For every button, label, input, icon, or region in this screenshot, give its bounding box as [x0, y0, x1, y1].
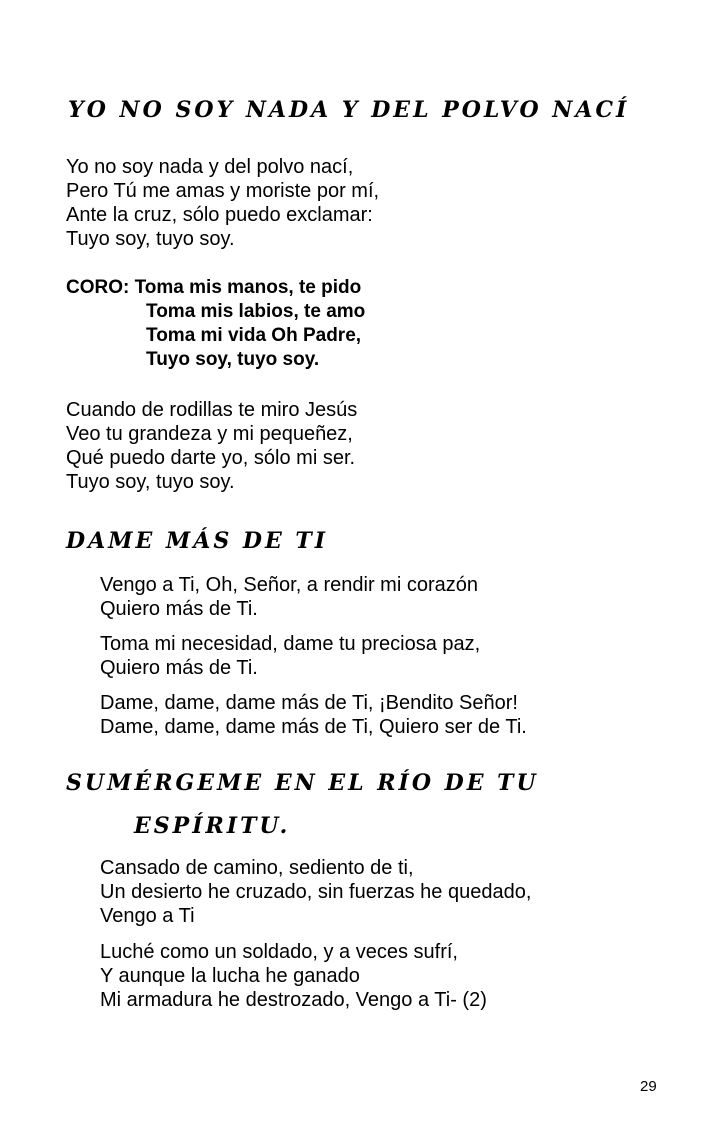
- lyric-line: Tuyo soy, tuyo soy.: [66, 228, 235, 250]
- page-number: 29: [640, 1078, 657, 1095]
- lyric-line: Ante la cruz, sólo puedo exclamar:: [66, 204, 373, 226]
- verse: [66, 398, 357, 494]
- stanza: [100, 632, 480, 680]
- stanza: [100, 940, 487, 1012]
- lyric-line: Quiero más de Ti.: [100, 657, 258, 679]
- song-title: SUMÉRGEME EN EL RÍO DE TU: [66, 770, 539, 796]
- song-title: DAME MÁS DE TI: [66, 528, 329, 554]
- lyric-line: Toma mi necesidad, dame tu preciosa paz,: [100, 633, 481, 655]
- lyric-line: Cansado de camino, sediento de ti,: [100, 857, 414, 879]
- lyric-line: Pero Tú me amas y moriste por mí,: [66, 180, 380, 202]
- lyric-line: Luché como un soldado, y a veces sufrí,: [100, 941, 458, 963]
- lyric-line: Vengo a Ti: [100, 905, 195, 927]
- stanza: [100, 573, 478, 621]
- lyric-line: Yo no soy nada y del polvo nací,: [66, 156, 354, 178]
- chorus-line: Toma mis labios, te amo: [146, 301, 366, 322]
- song-title: YO NO SOY NADA Y DEL POLVO NACÍ: [68, 97, 630, 123]
- lyric-line: Tuyo soy, tuyo soy.: [66, 471, 235, 493]
- lyric-line: Veo tu grandeza y mi pequeñez,: [66, 423, 353, 445]
- stanza: [100, 691, 527, 739]
- lyric-line: Dame, dame, dame más de Ti, ¡Bendito Señor!: [100, 692, 518, 714]
- lyric-line: Dame, dame, dame más de Ti, Quiero ser de Ti.: [100, 716, 527, 738]
- lyric-line: Un desierto he cruzado, sin fuerzas he quedado,: [100, 881, 532, 903]
- lyric-line: Y aunque la lucha he ganado: [100, 965, 360, 987]
- lyric-line: Mi armadura he destrozado, Vengo a Ti- (2): [100, 989, 487, 1011]
- verse: [66, 155, 379, 251]
- chorus-line: CORO: Toma mis manos, te pido: [66, 277, 362, 298]
- chorus-line: Toma mi vida Oh Padre,: [146, 325, 362, 346]
- lyric-line: Qué puedo darte yo, sólo mi ser.: [66, 447, 356, 469]
- chorus: [66, 276, 365, 372]
- lyric-line: Vengo a Ti, Oh, Señor, a rendir mi corazón: [100, 574, 478, 596]
- stanza: [100, 856, 531, 928]
- lyric-line: Cuando de rodillas te miro Jesús: [66, 399, 358, 421]
- song-title-continued: ESPÍRITU.: [134, 813, 291, 839]
- chorus-line: Tuyo soy, tuyo soy.: [146, 349, 320, 370]
- lyric-line: Quiero más de Ti.: [100, 598, 258, 620]
